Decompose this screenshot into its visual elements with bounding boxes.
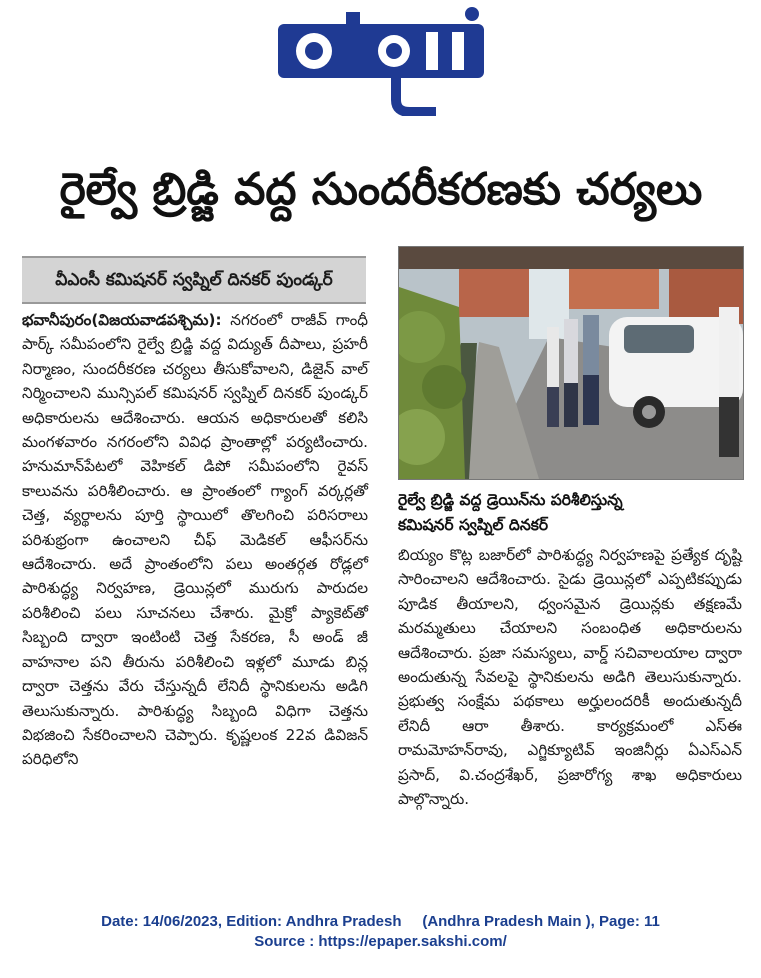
footer-source-link[interactable]: Source : https://epaper.sakshi.com/ bbox=[254, 933, 507, 950]
footer-date-edition: Date: 14/06/2023, Edition: Andhra Pradesh (Andhra Pradesh Main ), Page: 11 bbox=[101, 913, 660, 930]
article-body-left bbox=[22, 308, 368, 772]
source-footer bbox=[0, 912, 761, 952]
article-body-right: బియ్యం కొట్ల బజార్‌లో పారిశుద్ధ్య నిర్వహణపై ప్రత్యేక దృష్టి సారించాలని ఆదేశించారు. సైడు డ్రెయిన్లలో ఎప్పటికప్పుడు పూడిక తీయాలని, ధ్వంసమైన డ్రెయిన్లకు తక్షణమే మరమ్మతులు చేయాలని సంబంధిత అధికారులను ఆదేశించారు. ప్రజా సమస్యలు, వార్డ్ సచివాలయాల ద్వారా అందుతున్న సేవలపై స్థానికులను అడిగి తెలుసుకున్నారు. ప్రభుత్వ సంక్షేమ పథకాలు అర్హులందరికీ అందుతున్నదీ లేనిదీ ఆరా తీశారు. కార్యక్రమంలో ఎస్ఈ రామమోహన్‌రావు, ఎగ్జిక్యూటివ్ ఇంజినీర్లు ఏఎస్ఎన్ ప్రసాద్, వి.చంద్రశేఖర్, ప్రజారోగ్య శాఖ అధికారులు పాల్గొన్నారు. bbox=[398, 546, 742, 809]
photo-caption-line2: కమిషనర్ స్వప్నిల్ దినకర్ bbox=[398, 516, 549, 534]
article-photo bbox=[398, 246, 744, 480]
article-headline: రైల్వే బ్రిడ్జి వద్ద సుందరీకరణకు చర్యలు bbox=[59, 164, 703, 215]
photo-caption-line1: రైల్వే బ్రిడ్జి వద్ద డ్రెయిన్‌ను పరిశీలిస్తున్న bbox=[398, 491, 623, 509]
sakshi-logo bbox=[276, 4, 486, 116]
photo-caption bbox=[398, 488, 742, 538]
article-dateline: భవానీపురం(విజయవాడపశ్చిమ): bbox=[22, 311, 222, 329]
article-subheadline: వీఎంసీ కమిషనర్ స్వప్నిల్ దినకర్ పుండ్కర్ bbox=[22, 256, 366, 304]
article-body-left-text: నగరంలో రాజీవ్ గాంధీ పార్క్ సమీపంలోని రైల్వే బ్రిడ్జి వద్ద విద్యుత్ దీపాలు, ప్రహరీ నిర్మాణం, సుందరీకరణ చర్యలు తీసుకోవాలని, డిజైన్ వాల్ నిర్మించాలని మున్సిపల్ కమిషనర్ స్వప్నిల్ దినకర్ పుండ్కర్ అధికారులను ఆదేశించారు. ఆయన అధికారులతో కలిసి మంగళవారం నగరంలోని వివిధ ప్రాంతాల్లో పర్యటించారు. హనుమాన్‌పేటలో వెహికల్ డిపో సమీపంలోని రైవస్ కాలువను పరిశీలించారు. ఆ ప్రాంతంలో గ్యాంగ్ వర్కర్లతో చెత్త, వ్యర్థాలను పూర్తి స్థాయిలో తొలగించి పరిసరాలు పరిశుభ్రంగా ఉంచాలని చీఫ్ మెడికల్ ఆఫీసర్‌ను ఆదేశించారు. అదే ప్రాంతంలోని పలు అంతర్గత రోడ్లలో పారిశుద్ధ్య నిర్వహణ, డ్రెయిన్లలో మురుగు పారుదల పరిశీలించి పలు సూచనలు చేశారు. మైక్రో ప్యాకెట్‌తో సిబ్బంది ద్వారా ఇంటింటి చెత్త సేకరణ, సీ అండ్ జీ వాహనాల పని తీరును పరిశీలించి ఇళ్లలో మూడు బిన్ల ద్వారా చెత్తను వేరు చేస్తున్నదీ లేనిదీ స్థానికులను అడిగి తెలుసుకున్నారు. పారిశుద్ధ్య సిబ్బంది విధిగా చెత్తను విభజించి సేకరించాలని చెప్పారు. కృష్ణలంక 22వ డివిజన్ పరిధిలోని bbox=[22, 311, 368, 769]
